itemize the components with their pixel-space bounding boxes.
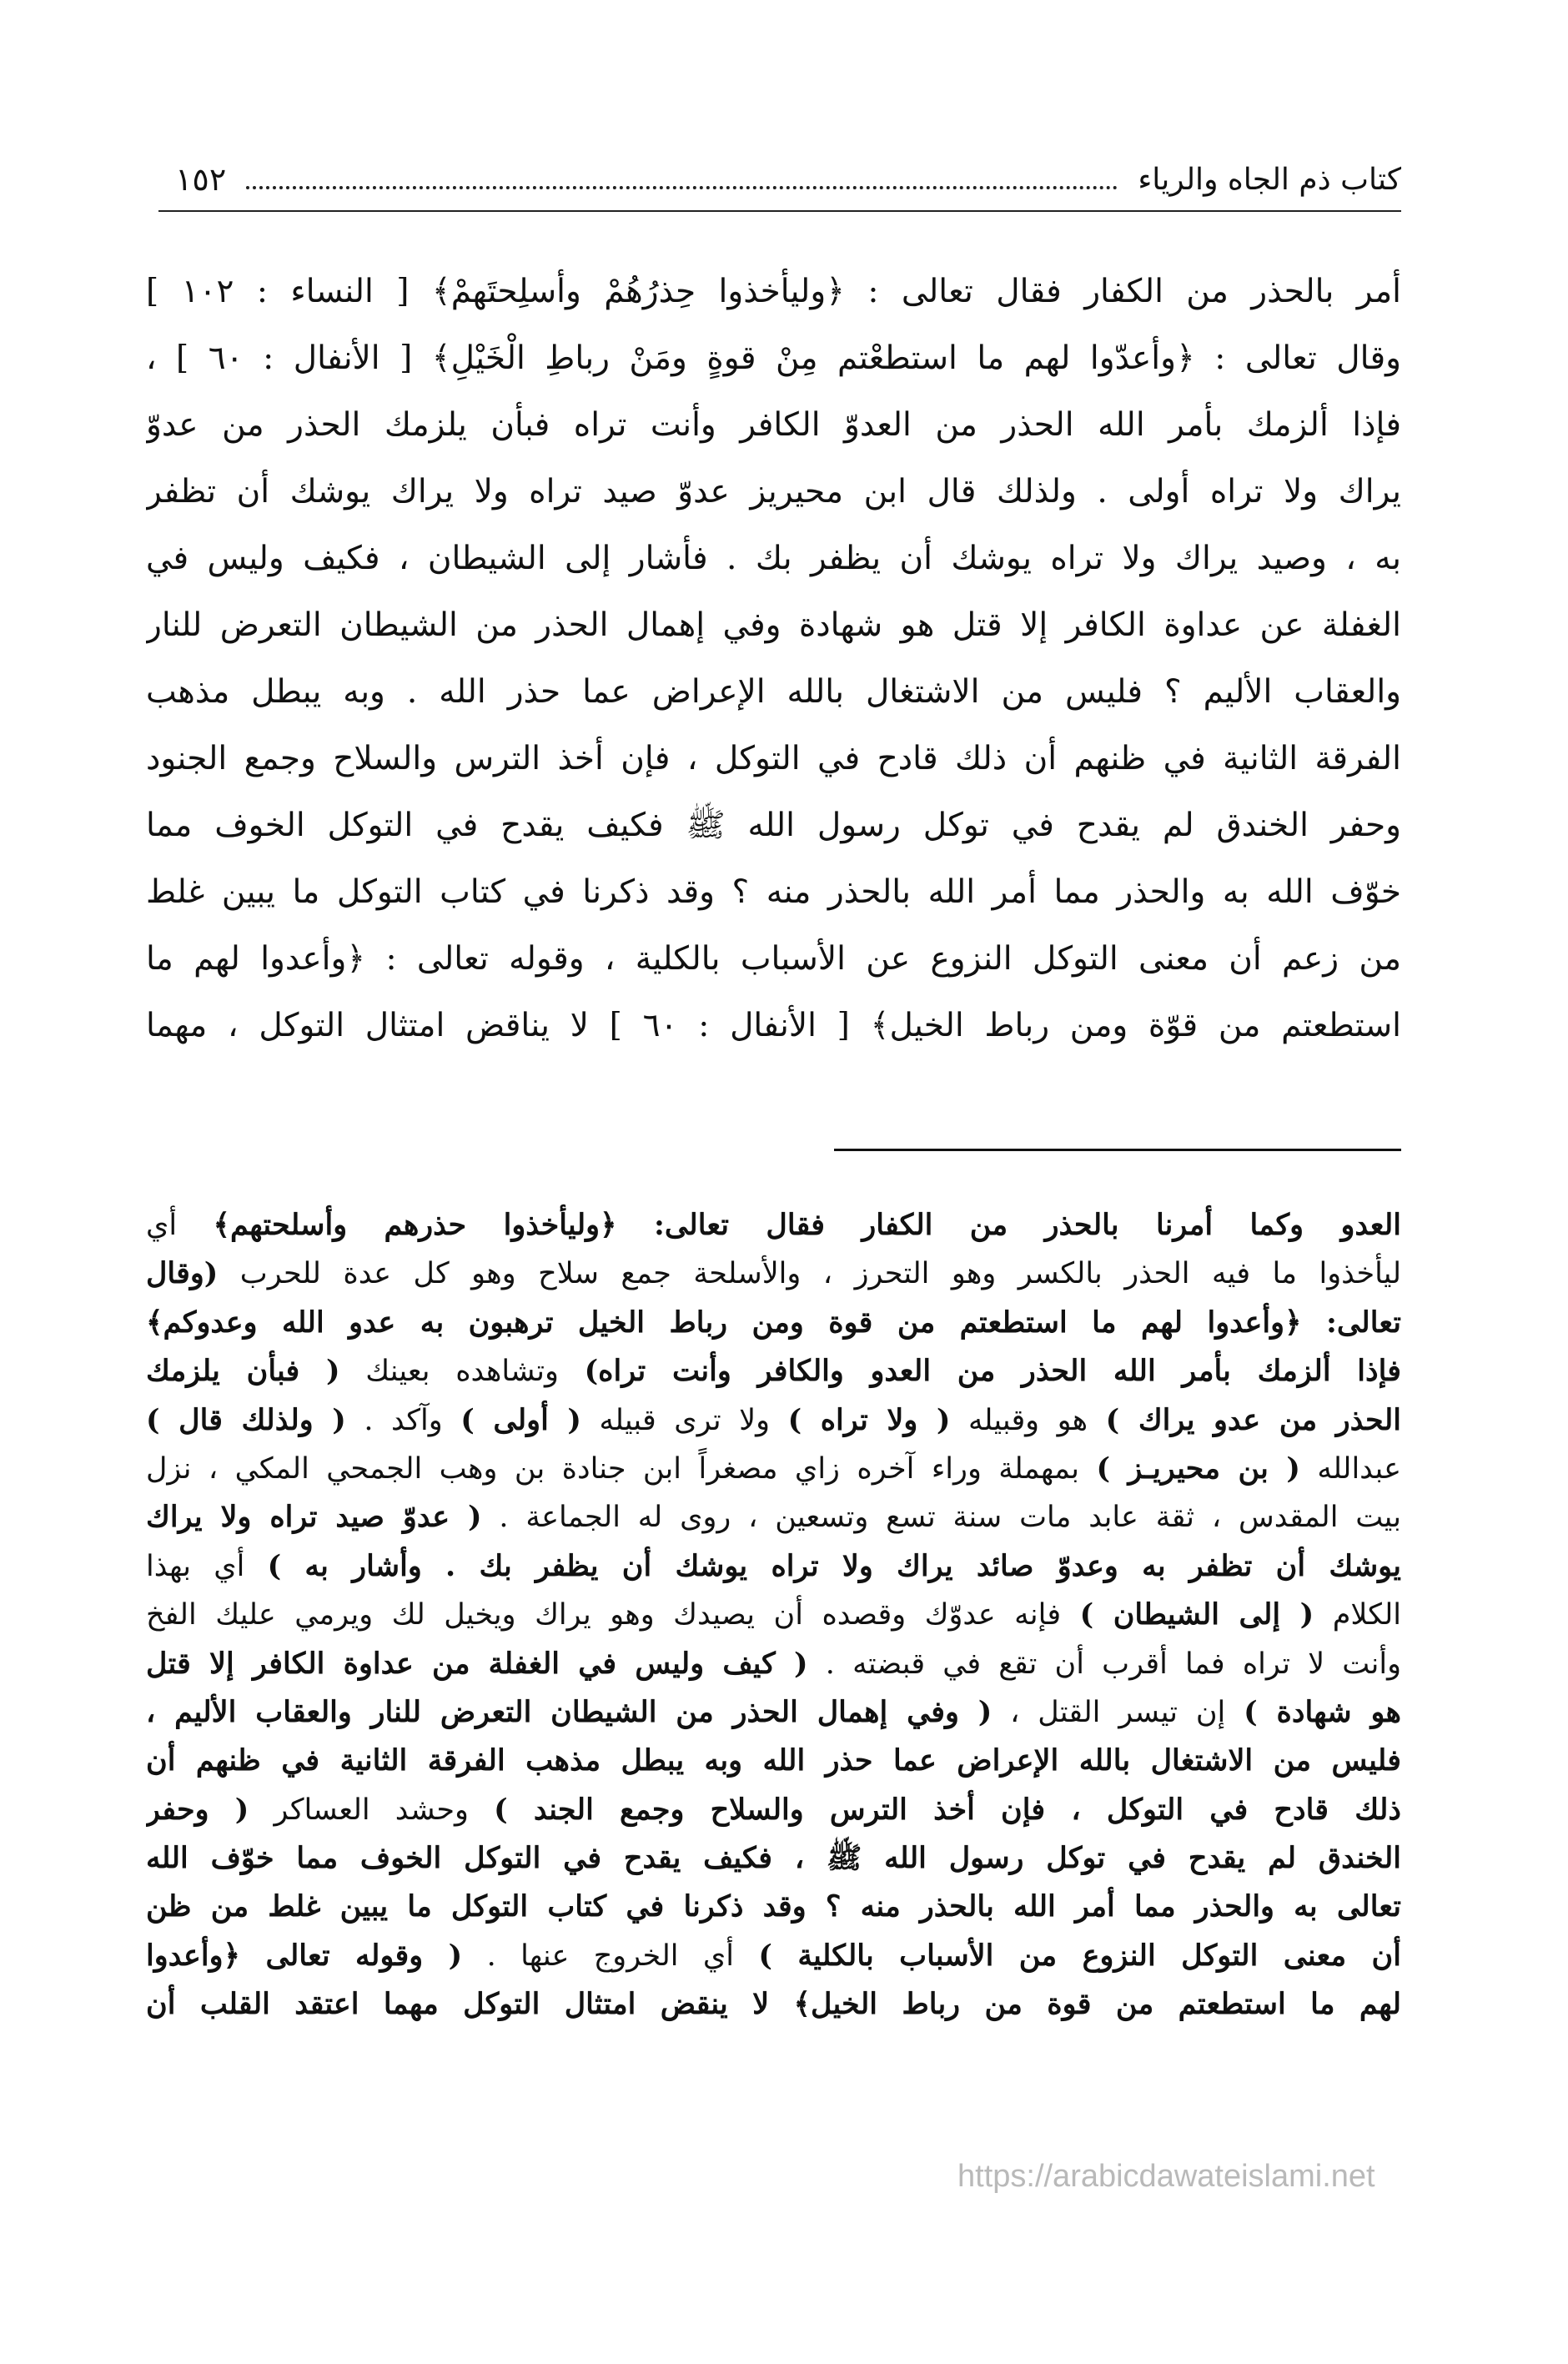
commentary-line: [146, 1591, 1401, 1639]
commentary-quoted-text: الخندق لم يقدح في توكل رسول الله ﷺ ، فكيف يقدح في التوكل الخوف مما خوّف الله: [146, 1841, 1401, 1876]
commentary-explanation-text: هو وقبيله: [950, 1403, 1106, 1437]
header-title: كتاب ذم الجاه والرياء: [1138, 162, 1401, 197]
commentary-explanation-text: ولا ترى قبيله: [580, 1403, 788, 1437]
commentary-quoted-text: ( وقوله تعالى ﴿وأعدوا: [146, 1938, 463, 1973]
page-number: ١٥٢: [175, 161, 227, 198]
commentary-line: [146, 1737, 1401, 1785]
commentary-quoted-text: يوشك أن تظفر به وعدوّ صائد يراك ولا تراه يوشك أن يظفر بك . وأشار به ): [267, 1548, 1401, 1583]
commentary: [146, 1201, 1401, 2030]
commentary-line: [146, 1834, 1401, 1883]
commentary-explanation-text: أي: [146, 1209, 214, 1242]
commentary-line: [146, 1786, 1401, 1834]
commentary-line: [146, 1640, 1401, 1688]
commentary-explanation-text: بيت المقدس ، ثقة عابد مات سنة تسع وتسعين ، روى له الجماعة .: [481, 1501, 1401, 1535]
main-text-line: والعقاب الأليم ؟ فليس من الاشتغال بالله الإعراض عما حذر الله . وبه يبطل مذهب: [146, 673, 1401, 711]
commentary-quoted-text: ( إلى الشيطان ): [1079, 1597, 1314, 1632]
commentary-explanation-text: وتشاهده بعينك: [339, 1355, 585, 1389]
main-text-line: الفرقة الثانية في ظنهم أن ذلك قادح في التوكل ، فإن أخذ الترس والسلاح وجمع الجنود: [146, 740, 1401, 777]
commentary-explanation-text: وأنت لا تراه فما أقرب أن تقع في قبضته .: [807, 1647, 1401, 1681]
commentary-explanation-text: أي بهذا: [146, 1549, 268, 1583]
commentary-quoted-text: ( وحفر: [146, 1792, 249, 1827]
commentary-line: [146, 1299, 1401, 1347]
commentary-quoted-text: الحذر من عدو يراك ): [1105, 1402, 1401, 1437]
main-text-line: خوّف الله به والحذر مما أمر الله بالحذر منه ؟ وقد ذكرنا في كتاب التوكل ما يبين غلط: [146, 873, 1401, 911]
header-rule: [158, 210, 1401, 212]
commentary-line: [146, 1980, 1401, 2029]
main-text-line: وقال تعالى : ﴿وأعدّوا لهم ما استطعْتم مِنْ قوةٍ ومَنْ رباطِ الْخَيْلِ﴾ [ الأنفال : ٦٠ ] ،: [146, 340, 1401, 377]
commentary-separator: [834, 1149, 1401, 1151]
commentary-quoted-text: هو شهادة ): [1244, 1694, 1401, 1729]
commentary-quoted-text: ( كيف وليس في الغفلة من عداوة الكافر إلا قتل: [146, 1646, 808, 1681]
commentary-quoted-text: تعالى: ﴿وأعدوا لهم ما استطعتم من قوة ومن رباط الخيل ترهبون به عدو الله وعدوكم﴾: [146, 1305, 1401, 1340]
main-text-line: به ، وصيد يراك ولا تراه يوشك أن يظفر بك . فأشار إلى الشيطان ، فكيف وليس في: [146, 540, 1401, 577]
commentary-line: [146, 1445, 1401, 1493]
commentary-explanation-text: إن تيسر القتل ،: [992, 1695, 1244, 1729]
main-text-line: من زعم أن معنى التوكل النزوع عن الأسباب بالكلية ، وقوله تعالى : ﴿وأعدوا لهم ما: [146, 940, 1401, 978]
commentary-line: [146, 1396, 1401, 1445]
commentary-quoted-text: ( عدوّ صيد تراه ولا يراك: [146, 1500, 482, 1535]
commentary-explanation-text: الكلام: [1314, 1598, 1401, 1632]
commentary-explanation-text: وآكد .: [345, 1403, 461, 1437]
commentary-quoted-text: فإذا ألزمك بأمر الله الحذر من العدو والكافر وأنت تراه): [584, 1354, 1401, 1389]
watermark-url: https://arabicdawateislami.net: [957, 2159, 1375, 2194]
commentary-quoted-text: أن معنى التوكل النزوع من الأسباب بالكلية ): [758, 1938, 1401, 1973]
commentary-quoted-text: ( ولذلك قال ): [146, 1402, 346, 1437]
commentary-quoted-text: ( ولا تراه ): [787, 1402, 951, 1437]
commentary-quoted-text: العدو وكما أمرنا بالحذر من الكفار فقال تعالى: ﴿وليأخذوا حذرهم وأسلحتهم﴾: [213, 1208, 1401, 1242]
commentary-explanation-text: فإنه عدوّك وقصده أن يصيدك وهو يراك ويخيل لك ويرمي عليك الفخ: [146, 1598, 1080, 1632]
commentary-quoted-text: فليس من الاشتغال بالله الإعراض عما حذر الله وبه يبطل مذهب الفرقة الثانية في ظنهم أن: [146, 1743, 1401, 1778]
commentary-explanation-text: أي الخروج عنها .: [462, 1939, 759, 1973]
main-text-line: استطعتم من قوّة ومن رباط الخيل﴾ [ الأنفال : ٦٠ ] لا يناقض امتثال التوكل ، مهما: [146, 1007, 1401, 1044]
main-text: [146, 259, 1401, 1059]
commentary-quoted-text: ذلك قادح في التوكل ، فإن أخذ الترس والسلاح وجمع الجند ): [494, 1792, 1401, 1827]
commentary-quoted-text: ( أولى ): [460, 1402, 581, 1437]
main-text-line: الغفلة عن عداوة الكافر إلا قتل هو شهادة وفي إهمال الحذر من الشيطان التعرض للنار: [146, 606, 1401, 644]
commentary-quoted-text: لهم ما استطعتم من قوة من رباط الخيل﴾ لا ينقض امتثال التوكل مهما اعتقد القلب أن: [146, 1987, 1401, 2022]
commentary-line: [146, 1542, 1401, 1591]
running-header: [158, 150, 1401, 209]
commentary-line: [146, 1688, 1401, 1737]
commentary-explanation-text: ليأخذوا ما فيه الحذر بالكسر وهو التحرز ، والأسلحة جمع سلاح وهو كل عدة للحرب: [218, 1257, 1401, 1291]
commentary-line: [146, 1250, 1401, 1298]
main-text-line: فإذا ألزمك بأمر الله الحذر من العدوّ الكافر وأنت تراه فبأن يلزمك الحذر من عدوّ: [146, 406, 1401, 444]
commentary-explanation-text: وحشد العساكر: [249, 1793, 495, 1827]
main-text-line: وحفر الخندق لم يقدح في توكل رسول الله ﷺ فكيف يقدح في التوكل الخوف مما: [146, 807, 1401, 844]
commentary-quoted-text: تعالى به والحذر مما أمر الله بالحذر منه ؟ وقد ذكرنا في كتاب التوكل ما يبين غلط من ظن: [146, 1889, 1401, 1924]
commentary-explanation-text: عبدالله: [1299, 1451, 1401, 1486]
main-text-line: يراك ولا تراه أولى . ولذلك قال ابن محيريز عدوّ صيد تراه ولا يراك يوشك أن تظفر: [146, 473, 1401, 511]
commentary-line: [146, 1347, 1401, 1396]
commentary-line: [146, 1883, 1401, 1931]
commentary-explanation-text: بمهملة وراء آخره زاي مصغراً ابن جنادة بن وهب الجمحي المكي ، نزل: [146, 1451, 1097, 1486]
commentary-line: [146, 1201, 1401, 1250]
commentary-quoted-text: ( بن محيريـز ): [1096, 1451, 1300, 1486]
main-text-line: أمر بالحذر من الكفار فقال تعالى : ﴿وليأخذوا حِذرُهُمْ وأسلِحتَهمْ﴾ [ النساء : ١٠٢ ]: [146, 273, 1401, 310]
commentary-line: [146, 1493, 1401, 1542]
commentary-quoted-text: (وقال: [146, 1256, 219, 1291]
commentary-quoted-text: ( وفي إهمال الحذر من الشيطان التعرض للنار والعقاب الأليم ،: [146, 1694, 993, 1729]
commentary-quoted-text: ( فبأن يلزمك: [146, 1354, 340, 1389]
commentary-line: [146, 1932, 1401, 1980]
header-leader-dots: [246, 169, 1118, 189]
